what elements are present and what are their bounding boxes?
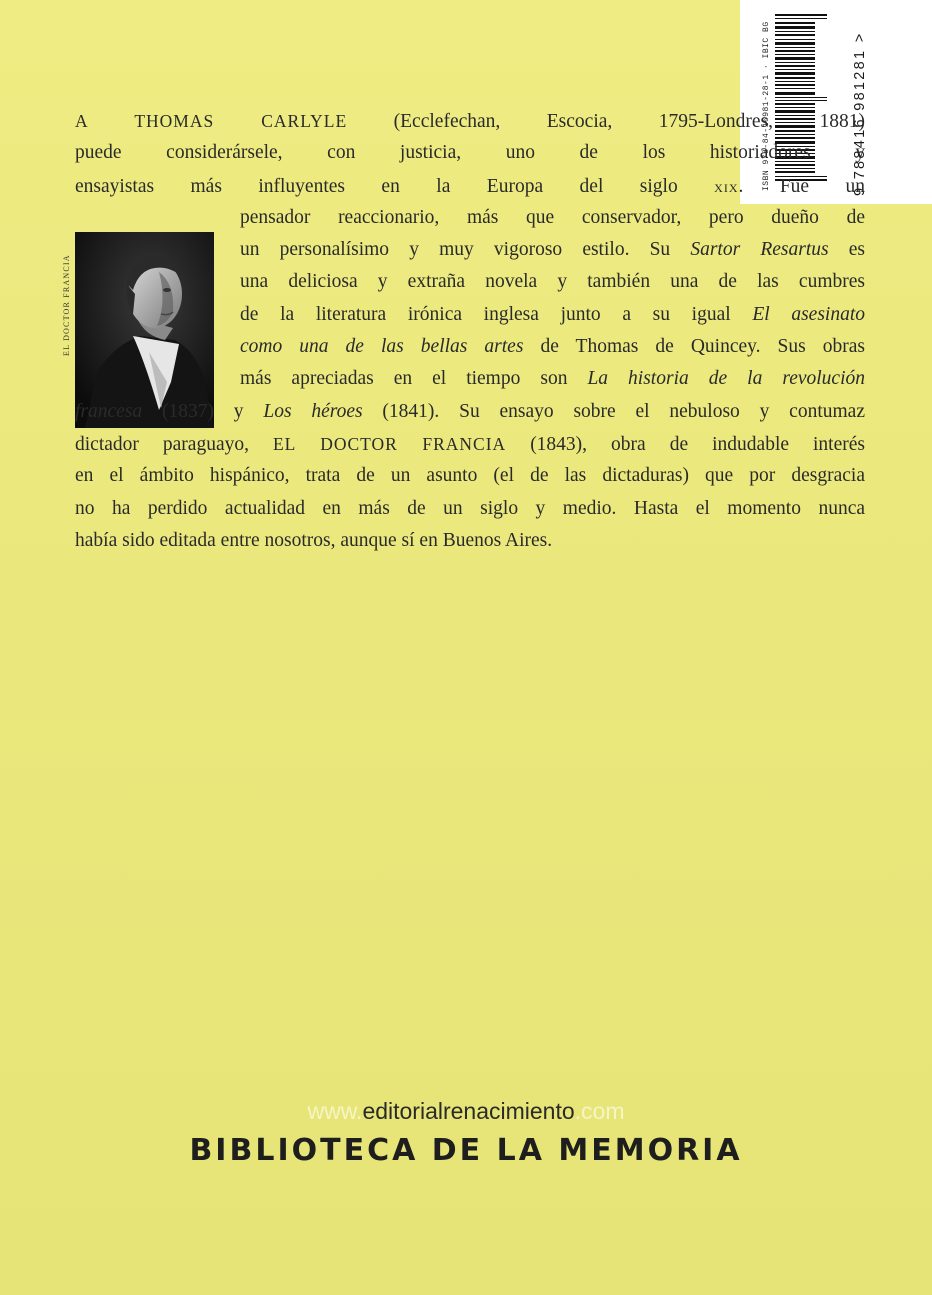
blurb-line: en el ámbito hispánico, trata de un asunto (el de las dictaduras) que por desgracia [75,465,865,487]
blurb-line: pensador reaccionario, más que conservador, pero dueño de [240,206,865,228]
collection-title: BIBLIOTECA DE LA MEMORIA [189,1133,743,1168]
publisher-website: www.editorialrenacimiento.com [307,1098,625,1124]
barcode-digits: 9 788416 981281 > [852,31,868,196]
blurb-line: como una de las bellas artes de Thomas de Quincey. Sus obras [240,336,865,358]
blurb-line: de la literatura irónica inglesa junto a su igual El asesinato [240,303,865,325]
blurb-line: dictador paraguayo, EL DOCTOR FRANCIA (1843), obra de indudable interés [75,433,865,455]
isbn-text: ISBN 978-84-16981-28-1 · IBIC BG [762,21,771,191]
blurb-line: ensayistas más influyentes en la Europa del siglo xix. Fue un [75,175,865,197]
blurb-line: una deliciosa y extraña novela y también una de las cumbres [240,271,865,293]
blurb-line: puede considerársele, con justicia, uno de los historiadores y [75,142,865,164]
blurb [75,105,865,557]
blurb-line: más apreciadas en el tiempo son La historia de la revolución [240,368,865,390]
side-title: EL DOCTOR FRANCIA [62,254,71,356]
blurb-line: había sido editada entre nosotros, aunque sí en Buenos Aires. [75,529,553,551]
blurb-line: no ha perdido actualidad en más de un siglo y medio. Hasta el momento nunca [75,497,865,519]
blurb-line: francesa (1837) y Los héroes (1841). Su ensayo sobre el nebuloso y contumaz [75,400,865,422]
blurb-line: A THOMAS CARLYLE (Ecclefechan, Escocia, 1795-Londres, 1881) [75,111,865,132]
blurb-line: un personalísimo y muy vigoroso estilo. Su Sartor Resartus es [240,239,865,261]
